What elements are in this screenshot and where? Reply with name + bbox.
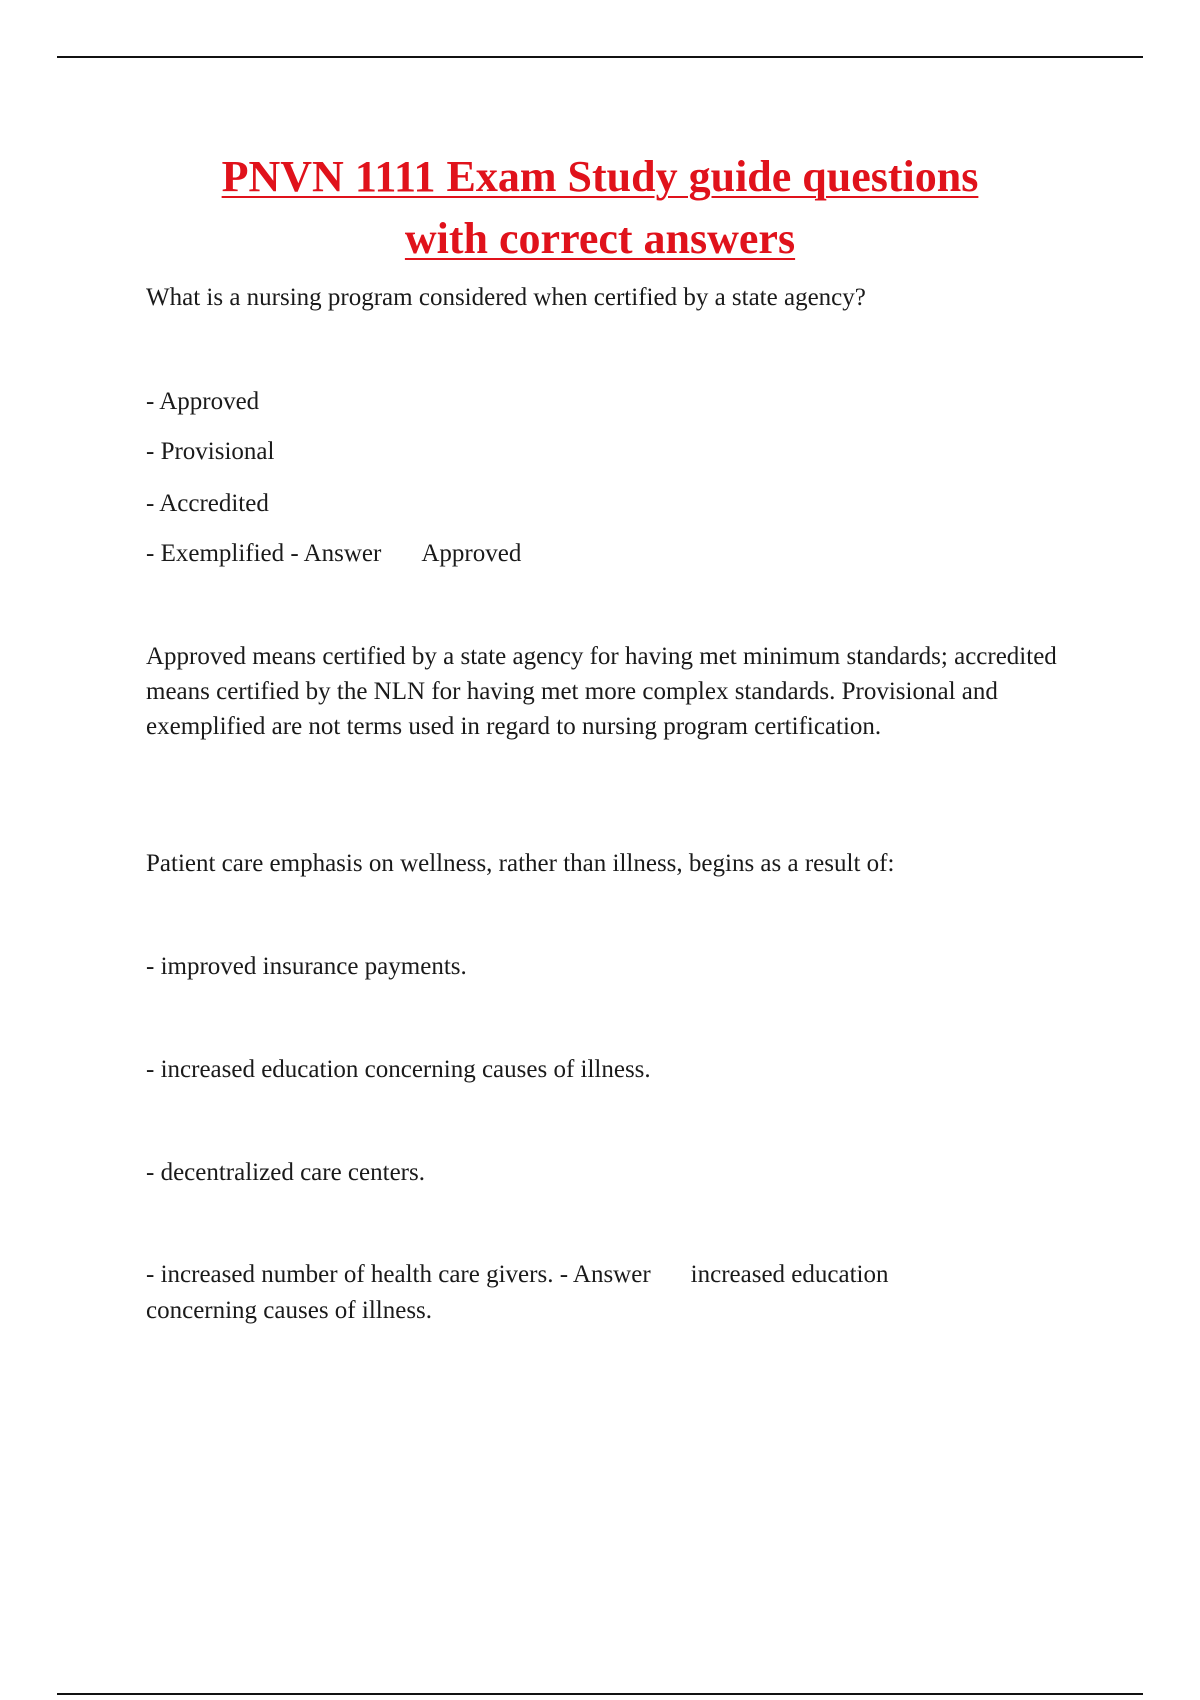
question-1-rationale: Approved means certified by a state agency for having met minimum standards; accredited means certified by the NLN for having met more complex standards. Provisional and exemplified are not terms used in regard to nursing program certification.: [146, 643, 1057, 740]
header-rule: [57, 56, 1143, 58]
question-2-option-4: - increased number of health care givers. - Answer: [146, 1261, 651, 1288]
footer-rule: [57, 1693, 1143, 1695]
question-2-option-2: - increased education concerning causes of illness.: [146, 1056, 651, 1083]
page-title: [100, 146, 1100, 270]
question-2-text: Patient care emphasis on wellness, rather than illness, begins as a result of:: [146, 850, 895, 877]
title-line-2: with correct answers: [404, 214, 796, 263]
question-2-answer-line-1: increased education: [690, 1261, 889, 1288]
question-2-option-1: - improved insurance payments.: [146, 953, 467, 980]
question-2-option-3: - decentralized care centers.: [146, 1159, 425, 1186]
question-2-option-4-with-answer: [146, 1257, 888, 1292]
question-1-option-1: - Approved: [146, 388, 260, 415]
question-2-answer-line-2: concerning causes of illness.: [146, 1297, 433, 1324]
question-1-answer: Approved: [421, 540, 522, 567]
question-1-text: What is a nursing program considered when certified by a state agency?: [146, 284, 866, 311]
question-1-option-2: - Provisional: [146, 438, 275, 465]
question-1-option-4: - Exemplified - Answer: [146, 540, 382, 567]
question-1-option-4-with-answer: [146, 536, 521, 571]
title-line-1: PNVN 1111 Exam Study guide questions: [221, 152, 979, 201]
question-1-option-3: - Accredited: [146, 490, 269, 517]
